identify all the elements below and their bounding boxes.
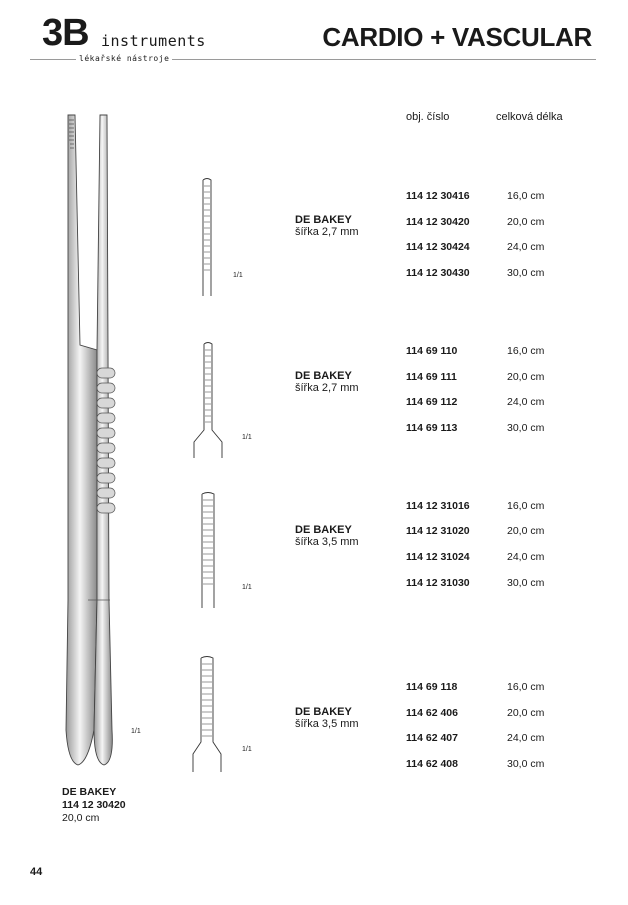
item-code: 114 12 30430 <box>406 267 470 279</box>
page-number: 44 <box>30 866 43 878</box>
group-name: DE BAKEY <box>295 214 352 226</box>
item-code: 114 69 110 <box>406 345 458 357</box>
item-code: 114 12 31020 <box>406 525 470 537</box>
forceps-full-illustration <box>60 110 120 790</box>
item-length: 24,0 cm <box>507 396 545 408</box>
item-length: 20,0 cm <box>507 707 545 719</box>
tip-scale-label: 1/1 <box>242 434 252 441</box>
item-code: 114 12 31024 <box>406 551 470 563</box>
item-code: 114 12 30420 <box>406 216 470 228</box>
item-length: 16,0 cm <box>507 345 545 357</box>
product-group <box>295 706 359 730</box>
featured-code: 114 12 30420 <box>62 799 126 811</box>
tip-illustration-3 <box>195 492 221 608</box>
group-width: šířka 3,5 mm <box>295 536 359 548</box>
tip-illustration-4 <box>190 656 226 772</box>
item-length: 30,0 cm <box>507 422 545 434</box>
item-length: 30,0 cm <box>507 577 545 589</box>
column-header-length: celková délka <box>496 111 563 123</box>
featured-length: 20,0 cm <box>62 812 100 824</box>
item-length: 16,0 cm <box>507 190 545 202</box>
item-length: 16,0 cm <box>507 500 545 512</box>
product-group <box>295 524 359 548</box>
featured-name: DE BAKEY <box>62 786 117 798</box>
item-length: 24,0 cm <box>507 551 545 563</box>
featured-scale-label: 1/1 <box>131 728 141 735</box>
brand-logo-word: instruments <box>101 32 206 50</box>
brand-tagline: lékařské nástroje <box>76 54 172 63</box>
item-length: 16,0 cm <box>507 681 545 693</box>
product-group <box>295 370 359 394</box>
tip-scale-label: 1/1 <box>233 272 243 279</box>
group-width: šířka 3,5 mm <box>295 718 359 730</box>
group-width: šířka 2,7 mm <box>295 382 359 394</box>
item-code: 114 12 31016 <box>406 500 470 512</box>
item-code: 114 69 118 <box>406 681 458 693</box>
item-code: 114 12 30424 <box>406 241 470 253</box>
column-header-code: obj. číslo <box>406 111 450 123</box>
item-length: 20,0 cm <box>507 371 545 383</box>
brand-logo-mark: 3B <box>42 12 89 54</box>
item-length: 30,0 cm <box>507 758 545 770</box>
item-code: 114 69 112 <box>406 396 458 408</box>
item-length: 20,0 cm <box>507 525 545 537</box>
item-length: 24,0 cm <box>507 241 545 253</box>
tip-illustration-2 <box>192 342 228 458</box>
item-code: 114 69 111 <box>406 371 457 383</box>
item-length: 20,0 cm <box>507 216 545 228</box>
item-length: 30,0 cm <box>507 267 545 279</box>
group-width: šířka 2,7 mm <box>295 226 359 238</box>
item-code: 114 62 407 <box>406 732 458 744</box>
product-group <box>295 214 359 238</box>
featured-caption <box>62 786 126 825</box>
item-code: 114 12 31030 <box>406 577 470 589</box>
group-name: DE BAKEY <box>295 370 352 382</box>
tip-scale-label: 1/1 <box>242 746 252 753</box>
item-length: 24,0 cm <box>507 732 545 744</box>
item-code: 114 12 30416 <box>406 190 470 202</box>
tip-illustration-1 <box>195 178 219 296</box>
group-name: DE BAKEY <box>295 524 352 536</box>
tip-scale-label: 1/1 <box>242 584 252 591</box>
item-code: 114 62 408 <box>406 758 458 770</box>
group-name: DE BAKEY <box>295 706 352 718</box>
item-code: 114 69 113 <box>406 422 458 434</box>
page-title: CARDIO + VASCULAR <box>322 22 592 52</box>
item-code: 114 62 406 <box>406 707 458 719</box>
